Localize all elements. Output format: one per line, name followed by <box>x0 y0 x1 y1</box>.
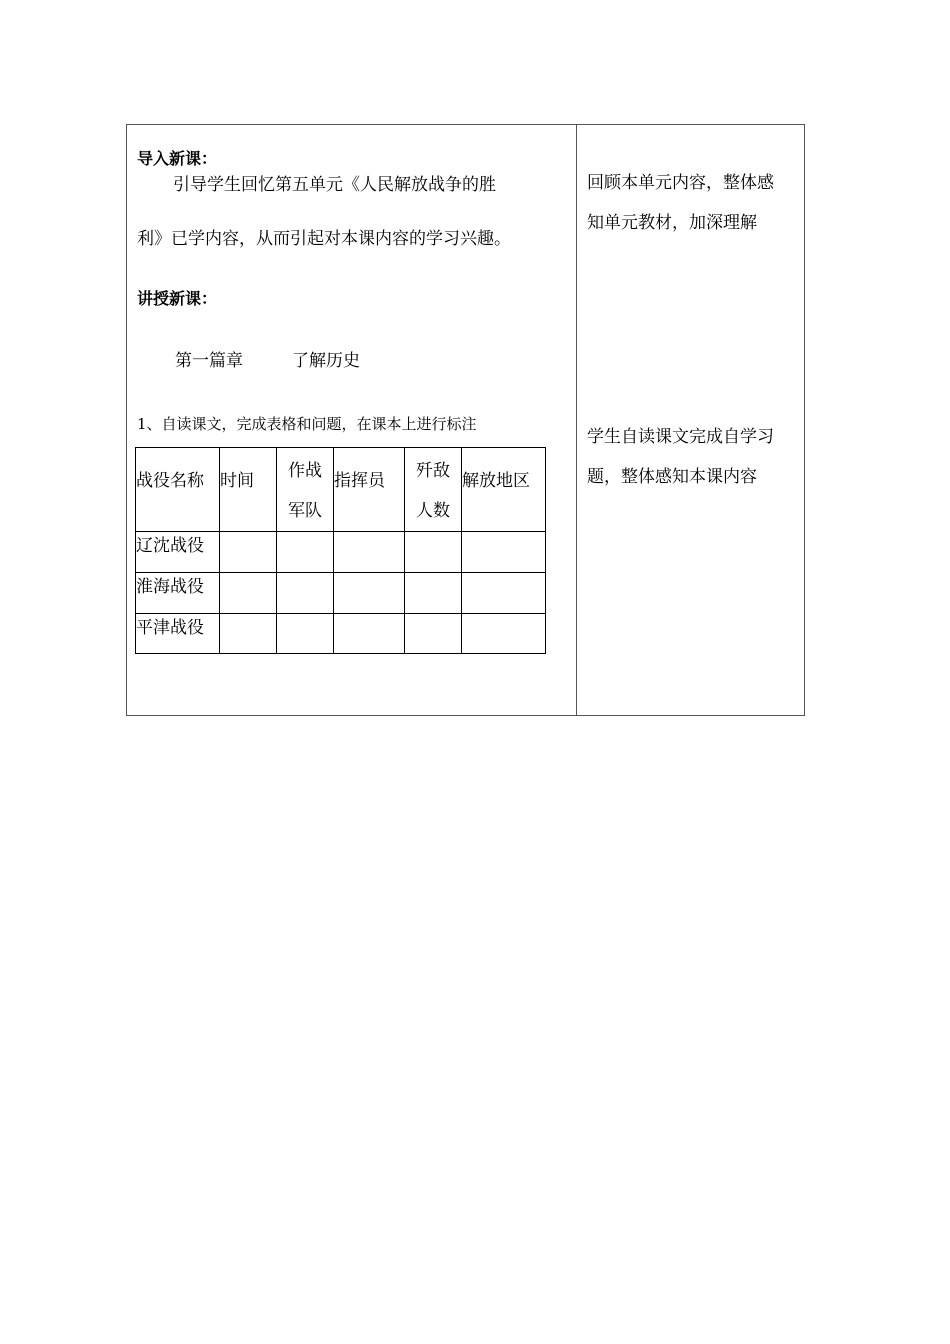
empty-cell[interactable] <box>334 573 405 614</box>
empty-cell[interactable] <box>220 532 277 573</box>
empty-cell[interactable] <box>462 532 546 573</box>
empty-cell[interactable] <box>334 532 405 573</box>
header-battle-name: 战役名称 <box>136 448 220 532</box>
empty-cell[interactable] <box>405 532 462 573</box>
battle-name-cell: 辽沈战役 <box>136 532 220 573</box>
column-divider <box>576 125 577 715</box>
task-instruction: 1、自读课文，完成表格和问题，在课本上进行标注 <box>137 415 477 433</box>
empty-cell[interactable] <box>277 573 334 614</box>
battle-table <box>135 447 546 654</box>
intro-line-2: 利》已学内容，从而引起对本课内容的学习兴趣。 <box>137 229 511 249</box>
empty-cell[interactable] <box>334 614 405 654</box>
note-2-line-1: 学生自读课文完成自学习 <box>587 427 774 447</box>
empty-cell[interactable] <box>220 614 277 654</box>
empty-cell[interactable] <box>462 614 546 654</box>
lesson-plan-table <box>126 124 805 716</box>
header-commander: 指挥员 <box>334 448 405 532</box>
empty-cell[interactable] <box>277 614 334 654</box>
note-1-line-2: 知单元教材，加深理解 <box>587 213 757 233</box>
chapter-label: 第一篇章 <box>175 351 243 371</box>
header-enemy-count: 歼敌 人数 <box>405 448 462 532</box>
empty-cell[interactable] <box>405 573 462 614</box>
empty-cell[interactable] <box>277 532 334 573</box>
empty-cell[interactable] <box>462 573 546 614</box>
header-army: 作战 军队 <box>277 448 334 532</box>
table-header-row <box>136 448 546 532</box>
battle-name-cell: 平津战役 <box>136 614 220 654</box>
intro-line-1: 引导学生回忆第五单元《人民解放战争的胜 <box>173 175 496 195</box>
note-1-line-1: 回顾本单元内容，整体感 <box>587 173 774 193</box>
header-time: 时间 <box>220 448 277 532</box>
note-2-line-2: 题，整体感知本课内容 <box>587 467 757 487</box>
teach-heading: 讲授新课： <box>137 289 218 308</box>
empty-cell[interactable] <box>220 573 277 614</box>
table-row <box>136 532 546 573</box>
chapter-title: 了解历史 <box>292 351 360 371</box>
table-row <box>136 614 546 654</box>
table-row <box>136 573 546 614</box>
header-region: 解放地区 <box>462 448 546 532</box>
empty-cell[interactable] <box>405 614 462 654</box>
battle-name-cell: 淮海战役 <box>136 573 220 614</box>
intro-heading: 导入新课： <box>137 149 218 168</box>
